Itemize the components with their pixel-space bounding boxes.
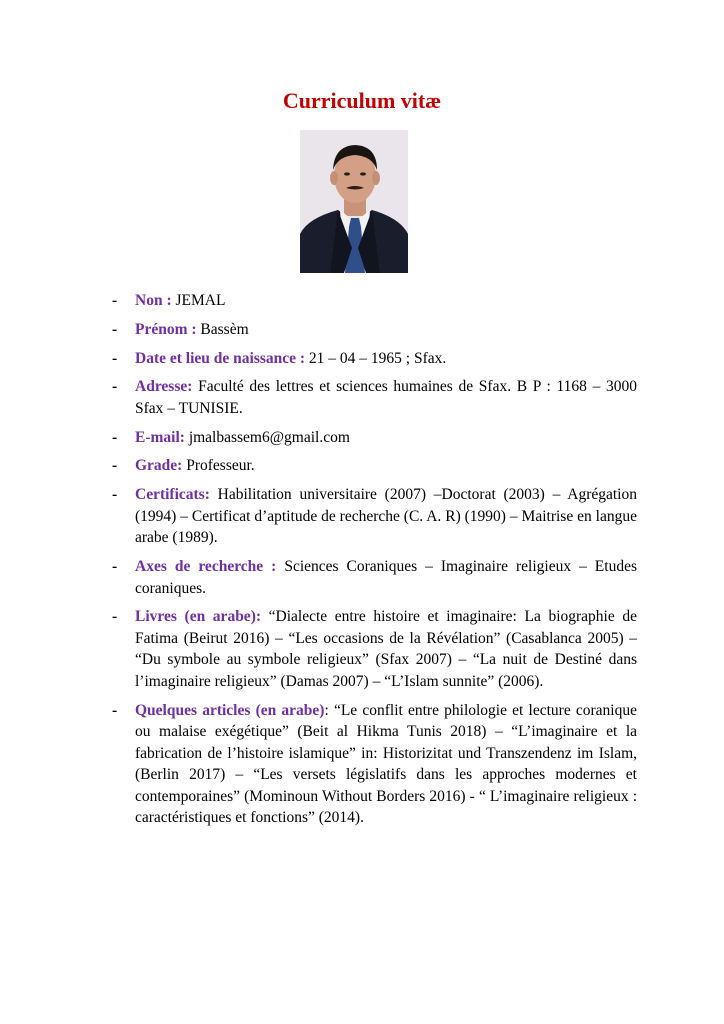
cv-field-address: - Adresse: Faculté des lettres et sciences humaines de Sfax. B P : 1168 – 3000 Sfax – TUNISIE. [112, 378, 637, 417]
field-value: Habilitation universitaire (2007) –Doctorat (2003) – Agrégation (1994) – Certificat d’aptitude de recherche (C. A. R) (1990) – Maitrise en langue arabe (1989). [135, 486, 637, 547]
field-value: Sciences Coraniques – Imaginaire religieux – Etudes coraniques. [135, 558, 637, 597]
field-value: Faculté des lettres et sciences humaines de Sfax. B P : 1168 – 3000 Sfax – TUNISIE. [135, 378, 637, 417]
portrait-icon [300, 130, 408, 273]
field-value: JEMAL [171, 292, 226, 309]
field-value: jmalbassem6@gmail.com [184, 428, 350, 446]
field-label: Axes de recherche : [135, 558, 277, 576]
cv-field-birth: - Date et lieu de naissance : 21 – 04 – 1965 ; Sfax. [112, 349, 447, 367]
portrait-photo [300, 130, 408, 273]
cv-field-firstname: - Prénom : Bassèm [112, 320, 249, 338]
field-value: “Dialecte entre histoire et imaginaire: La biographie de Fatima (Beirut 2016) – “Les occasions de la Révélation” (Casablanca 2005) – “Du symbole au symbole religieux” (Sfax 2007) – “La nuit de Destiné dans l’imaginaire religieux” (Damas 2007) – “L’Islam sunnite” (2006). [135, 608, 637, 690]
field-value: Bassèm [196, 320, 249, 338]
field-label: Quelques articles (en arabe) [135, 701, 325, 719]
field-label: Livres (en arabe): [135, 608, 262, 626]
cv-field-books: - Livres (en arabe): “Dialecte entre histoire et imaginaire: La biographie de Fatima (Beirut 2016) – “Les occasions de la Révélation” (Casablanca 2005) – “Du symbole au symbole religieux” (Sfax 2007) – “La nuit de Destiné dans l’imaginaire religieux” (Damas 2007) – “L’Islam sunnite” (2006). [112, 608, 637, 690]
field-label: Certificats: [135, 486, 210, 504]
field-value: 21 – 04 – 1965 ; Sfax. [305, 349, 447, 367]
cv-field-name: - Non : JEMAL [112, 292, 226, 309]
cv-field-grade: - Grade: Professeur. [112, 457, 255, 475]
field-label: Non : [135, 292, 172, 309]
field-label: Date et lieu de naissance : [135, 349, 306, 367]
page-title: Curriculum vitæ [282, 88, 442, 113]
cv-field-email: - E-mail: jmalbassem6@gmail.com [112, 428, 350, 446]
field-label: Grade: [135, 457, 183, 475]
field-label: E-mail: [135, 428, 185, 446]
cv-field-certificates: - Certificats: Habilitation universitaire (2007) –Doctorat (2003) – Agrégation (1994) – Certificat d’aptitude de recherche (C. A. R) (1990) – Maitrise en langue arabe (1989). [112, 486, 637, 547]
cv-field-research: - Axes de recherche : Sciences Coraniques – Imaginaire religieux – Etudes coraniques. [112, 558, 637, 597]
cv-field-articles: - Quelques articles (en arabe): “Le conflit entre philologie et lecture coranique ou malaise exégétique” (Beit al Hikma Tunis 2018) – “L’imaginaire et la fabrication de l’histoire islamique” in: Historizitat und Transzendenz im Islam, (Berlin 2017) – “Les versets législatifs dans les approches modernes et contemporaines” (Mominoun Without Borders 2016) - “ L’imaginaire religieux : caractéristiques et fonctions” (2014). [112, 701, 637, 827]
field-label: Prénom : [135, 320, 197, 338]
field-value: : “Le conflit entre philologie et lecture coranique ou malaise exégétique” (Beit al Hikma Tunis 2018) – “L’imaginaire et la fabrication de l’histoire islamique” in: Historizitat und Transzendenz im Islam, (Berlin 2017) – “Les versets législatifs dans les approches modernes et contemporaines” (Mominoun Without Borders 2016) - “ L’imaginaire religieux : caractéristiques et fonctions” (2014). [135, 701, 637, 827]
cv-fields-list [0, 290, 724, 836]
field-label: Adresse: [135, 378, 193, 396]
field-value: Professeur. [182, 457, 255, 475]
